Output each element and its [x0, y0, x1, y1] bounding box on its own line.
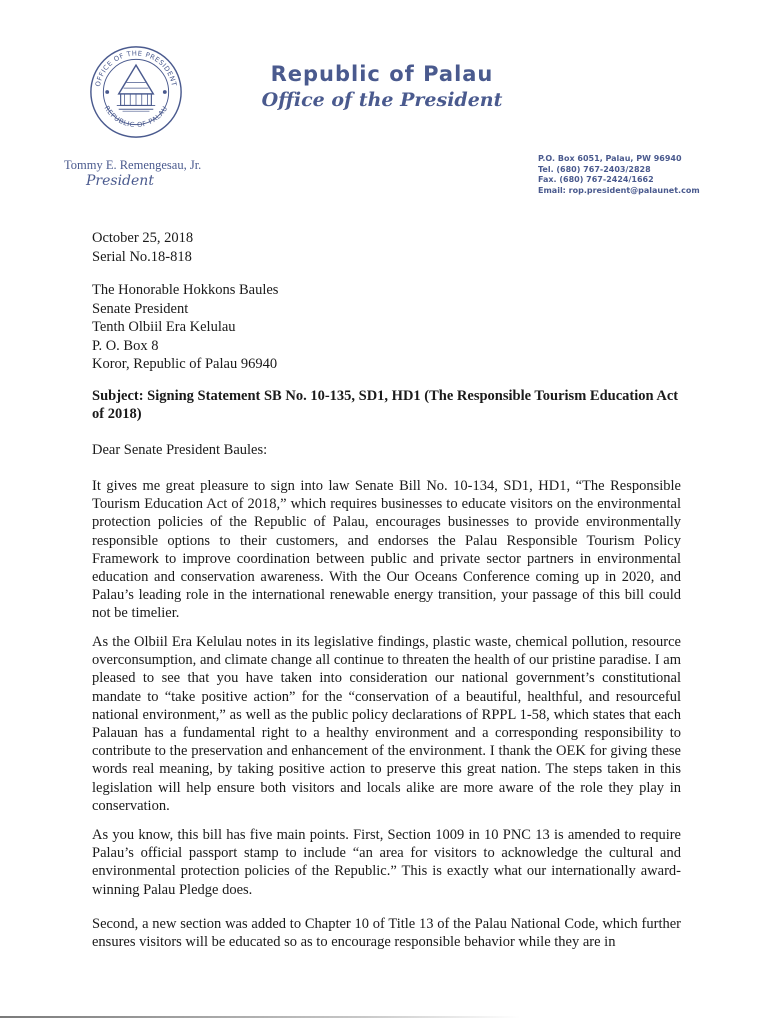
svg-text:OFFICE OF THE PRESIDENT	[94, 49, 178, 87]
contact-fax: Fax. (680) 767-2424/1662	[538, 175, 654, 184]
contact-email: Email: rop.president@palaunet.com	[538, 185, 700, 195]
recipient-line: P. O. Box 8	[92, 337, 159, 354]
body-paragraph: As you know, this bill has five main points. First, Section 1009 in 10 PNC 13 is amended to require Palau’s official passport stamp to include “an area for visitors to acknowledge the cultural and environmental protection policies of the Republic.” This is exactly what our internationally award-winning Palau Pledge does.	[92, 827, 681, 898]
sender-block	[64, 158, 304, 189]
presidential-seal-icon	[88, 44, 184, 140]
letterhead-office: Office of the President	[261, 89, 503, 111]
contact-tel: Tel. (680) 767-2403/2828	[538, 164, 651, 174]
recipient-line: The Honorable Hokkons Baules	[92, 282, 279, 298]
contact-address: P.O. Box 6051, Palau, PW 96940	[538, 154, 682, 163]
letterhead	[232, 62, 532, 112]
recipient-line: Koror, Republic of Palau 96940	[92, 356, 278, 372]
recipient-line: Senate President	[92, 300, 189, 317]
recipient-address	[92, 281, 442, 374]
date-block	[92, 229, 392, 267]
svg-text:REPUBLIC OF PALAU	[103, 105, 170, 130]
seal-top-text: OFFICE OF THE PRESIDENT	[93, 49, 179, 88]
subject-line: Subject: Signing Statement SB No. 10-135, SD1, HD1 (The Responsible Tourism Education Act of 2018)	[92, 388, 679, 422]
body-paragraph: Second, a new section was added to Chapter 10 of Title 13 of the Palau National Code, which further ensures visitors will be educated so as to encourage responsible behavior while they are in	[92, 916, 681, 951]
letter-date: October 25, 2018	[92, 230, 194, 246]
seal-bottom-text: REPUBLIC OF PALAU	[102, 104, 170, 130]
footer-divider	[0, 1016, 520, 1018]
body-paragraph: It gives me great pleasure to sign into law Senate Bill No. 10-134, SD1, HD1, “The Responsible Tourism Education Act of 2018,” which requires businesses to educate visitors on the environmental protection policies of the Republic of Palau, encourages businesses to provide environmentally responsible options to their customers, and endorses the Palau Responsible Tourism Policy Framework to improve coordination between public and private sector partners in environmental education and conservation awareness. With the Our Oceans Conference coming up in 2020, and Palau’s leading role in the international renewable energy transition, your passage of this bill could not be timelier.	[92, 478, 681, 622]
sender-name: Tommy E. Remengesau, Jr.	[64, 158, 202, 172]
salutation: Dear Senate President Baules:	[92, 442, 268, 458]
letter-serial: Serial No.18-818	[92, 249, 192, 265]
body-paragraph: As the Olbiil Era Kelulau notes in its legislative findings, plastic waste, chemical pollution, resource overconsumption, and climate change all continue to threaten the health of our pristine paradise. I am pleased to see that you have taken into consideration our national government’s constitutional mandate to “take positive action” for the “conservation of a beautiful, healthful, and resourceful national environment,” as well as the public policy declarations of RPPL 1-58, which states that each Palauan has a fundamental right to a healthy environment and a corresponding responsibility to contribute to the preservation and enhancement of the environment. I thank the OEK for giving these words real meaning, by taking positive action to preserve this great nation. The steps taken in this legislation will help ensure both visitors and locals alike are more aware of the role they play in conservation.	[92, 634, 681, 814]
contact-block	[538, 154, 758, 196]
letterhead-republic: Republic of Palau	[270, 62, 494, 86]
sender-title: President	[86, 173, 154, 189]
recipient-line: Tenth Olbiil Era Kelulau	[92, 319, 236, 335]
